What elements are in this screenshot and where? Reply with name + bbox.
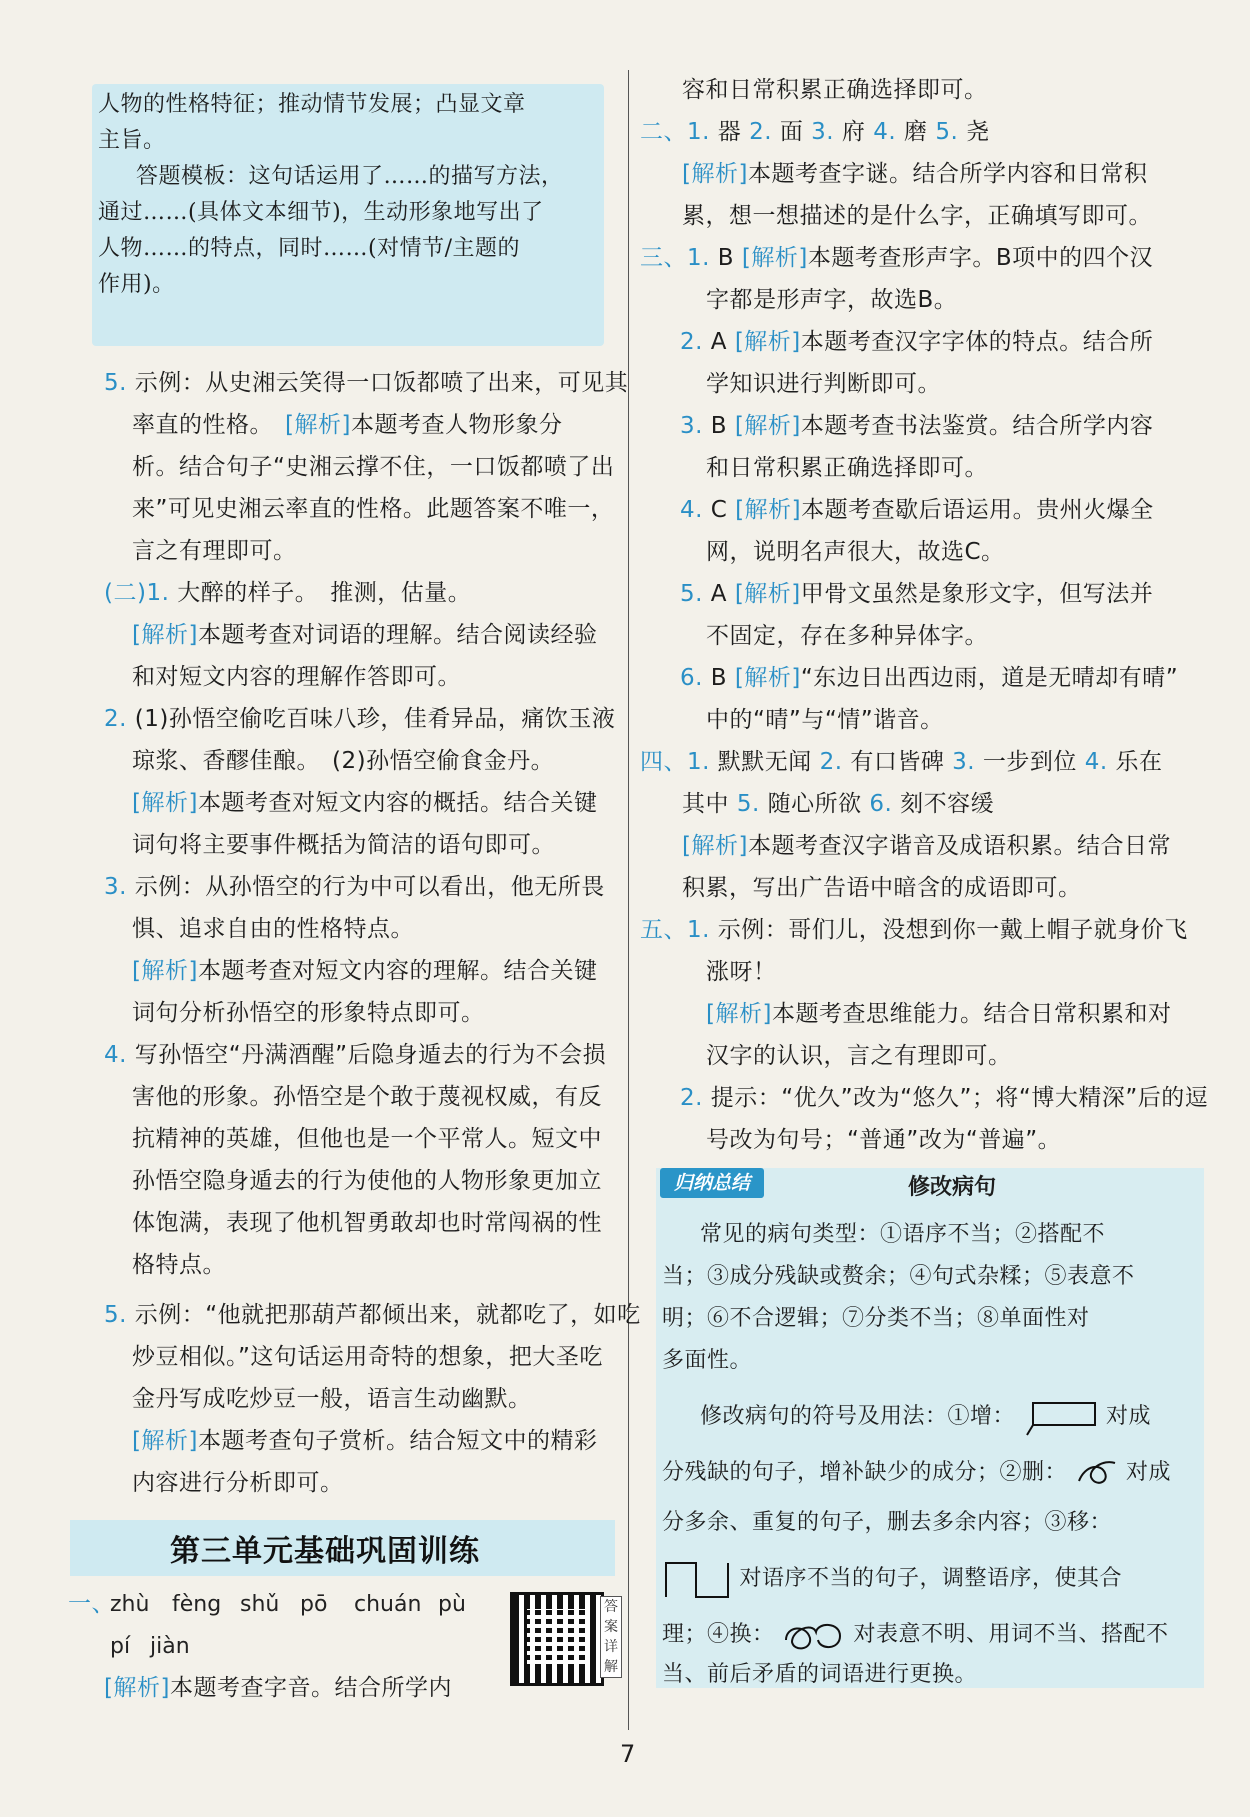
hint-line: 作用)。 xyxy=(98,272,175,297)
summary-line: 明；⑥不合逻辑；⑦分类不当；⑧单面性对 xyxy=(662,1306,1090,1331)
summary-line: 常见的病句类型：①语序不当；②搭配不 xyxy=(700,1222,1106,1247)
r-line: 容和日常积累正确选择即可。 xyxy=(682,77,988,103)
s5-exp: [解析]本题考查思维能力。结合日常积累和对 xyxy=(706,1001,1172,1027)
pinyin: zhù xyxy=(110,1592,150,1617)
unit-title: 第三单元基础巩固训练 xyxy=(170,1534,480,1569)
q2-line: 2. (1)孙悟空偷吃百味八珍，佳肴异品，痛饮玉液 xyxy=(104,706,616,732)
pinyin: chuán xyxy=(354,1592,422,1617)
q5b-exp: [解析]本题考查句子赏析。结合短文中的精彩 xyxy=(132,1428,598,1454)
s2-q1-exp: 和对短文内容的理解作答即可。 xyxy=(132,664,461,690)
s5-q1: 涨呀！ xyxy=(706,959,777,985)
unit-title-band xyxy=(70,1520,615,1576)
q5-line: 5. 示例：从史湘云笑得一口饭都喷了出来，可见其 xyxy=(104,370,629,396)
s3-q4: 4. C [解析]本题考查歇后语运用。贵州火爆全 xyxy=(680,497,1154,523)
s5-q1: 五、1. 示例：哥们儿，没想到你一戴上帽子就身价飞 xyxy=(640,917,1188,943)
s3-q1: 三、1. B [解析]本题考查形声字。B项中的四个汉 xyxy=(640,245,1154,271)
q3-exp: 词句分析孙悟空的形象特点即可。 xyxy=(132,1000,485,1026)
s3-q6: 中的“晴”与“情”谐音。 xyxy=(706,707,944,733)
summary-tag: 归纳总结 xyxy=(660,1168,764,1198)
replace-mark-icon xyxy=(782,1616,846,1654)
s2-exp: 累，想一想描述的是什么字，正确填写即可。 xyxy=(682,203,1152,229)
q3-line: 惧、追求自由的性格特点。 xyxy=(132,916,414,942)
s5-exp: 汉字的认识，言之有理即可。 xyxy=(706,1043,1012,1069)
hint-line: 人物……的特点，同时……(对情节/主题的 xyxy=(98,236,520,261)
pinyin: jiàn xyxy=(150,1634,190,1659)
q5b-line: 炒豆相似。”这句话运用奇特的想象，把大圣吃 xyxy=(132,1344,603,1370)
summary-line: 当；③成分残缺或赘余；④句式杂糅；⑤表意不 xyxy=(662,1264,1135,1289)
page-number: 7 xyxy=(620,1740,636,1768)
q4-line: 4. 写孙悟空“丹满酒醒”后隐身遁去的行为不会损 xyxy=(104,1042,607,1068)
move-mark-icon xyxy=(662,1559,732,1599)
q5-line: 率直的性格。 [解析]本题考查人物形象分 xyxy=(132,412,563,438)
q3-exp: [解析]本题考查对短文内容的理解。结合关键 xyxy=(132,958,598,984)
q2-exp: 词句将主要事件概括为简洁的语句即可。 xyxy=(132,832,555,858)
summary-title: 修改病句 xyxy=(908,1175,997,1200)
q5b-line: 金丹写成吃炒豆一般，语言生动幽默。 xyxy=(132,1386,532,1412)
summary-line: 多面性。 xyxy=(662,1348,753,1373)
q4-line: 害他的形象。孙悟空是个敢于蔑视权威，有反 xyxy=(132,1084,602,1110)
pinyin: pù xyxy=(438,1592,466,1617)
s3-q3: 3. B [解析]本题考查书法鉴赏。结合所学内容 xyxy=(680,413,1154,439)
s4-answers: 其中 5. 随心所欲 6. 刻不容缓 xyxy=(682,791,995,817)
s5-q2: 号改为句号；“普通”改为“普遍”。 xyxy=(706,1127,1062,1153)
q2-exp: [解析]本题考查对短文内容的概括。结合关键 xyxy=(132,790,598,816)
summary-line: 对语序不当的句子，调整语序，使其合 xyxy=(662,1558,1122,1600)
summary-line: 修改病句的符号及用法：①增： 对成 xyxy=(700,1396,1151,1438)
s2-q1-exp: [解析]本题考查对词语的理解。结合阅读经验 xyxy=(132,622,598,648)
q5-line: 来”可见史湘云率直的性格。此题答案不唯一， xyxy=(132,496,615,522)
q5b-exp: 内容进行分析即可。 xyxy=(132,1470,344,1496)
qr-code-icon[interactable] xyxy=(510,1592,604,1686)
hint-line: 答题模板：这句话运用了……的描写方法， xyxy=(136,164,564,189)
q4-line: 格特点。 xyxy=(132,1252,226,1278)
s2-exp: [解析]本题考查字谜。结合所学内容和日常积 xyxy=(682,161,1148,187)
s2-q1: (二)1. 大醉的样子。 推测，估量。 xyxy=(104,580,472,606)
s3-q2: 2. A [解析]本题考查汉字字体的特点。结合所 xyxy=(680,329,1154,355)
s3-q2: 学知识进行判断即可。 xyxy=(706,371,941,397)
s3-q6: 6. B [解析]“东边日出西边雨，道是无晴却有晴” xyxy=(680,665,1179,691)
insert-mark-icon xyxy=(1023,1397,1099,1437)
pinyin: pí xyxy=(110,1634,131,1659)
pinyin: shǔ xyxy=(240,1592,280,1617)
delete-mark-icon xyxy=(1075,1455,1119,1491)
s4-exp: 积累，写出广告语中暗含的成语即可。 xyxy=(682,875,1082,901)
column-divider xyxy=(628,70,629,1730)
s1-num: 一、 xyxy=(68,1591,115,1617)
qr-label: 答 案 详 解 xyxy=(600,1596,622,1678)
pinyin: fèng xyxy=(172,1592,222,1617)
summary-line: 分残缺的句子，增补缺少的成分；②删： 对成 xyxy=(662,1452,1171,1494)
s5-q2: 2. 提示：“优久”改为“悠久”；将“博大精深”后的逗 xyxy=(680,1085,1209,1111)
s3-q5: 5. A [解析]甲骨文虽然是象形文字，但写法并 xyxy=(680,581,1154,607)
summary-line: 理；④换： 对表意不明、用词不当、搭配不 xyxy=(662,1614,1169,1656)
s1-exp: [解析]本题考查字音。结合所学内 xyxy=(104,1675,452,1701)
pinyin: pō xyxy=(300,1592,328,1617)
q5-line: 析。结合句子“史湘云撑不住，一口饭都喷了出 xyxy=(132,454,615,480)
summary-box xyxy=(656,1168,1204,1688)
s2-answers: 二、1. 器 2. 面 3. 府 4. 磨 5. 尧 xyxy=(640,119,990,145)
summary-line: 当、前后矛盾的词语进行更换。 xyxy=(662,1662,978,1687)
s3-q3: 和日常积累正确选择即可。 xyxy=(706,455,988,481)
hint-line: 人物的性格特征；推动情节发展；凸显文章 xyxy=(98,92,526,117)
q5-line: 言之有理即可。 xyxy=(132,538,297,564)
summary-line: 分多余、重复的句子，删去多余内容；③移： xyxy=(662,1510,1113,1535)
q4-line: 孙悟空隐身遁去的行为使他的人物形象更加立 xyxy=(132,1168,602,1194)
q5b-line: 5. 示例：“他就把那葫芦都倾出来，就都吃了，如吃 xyxy=(104,1302,641,1328)
q4-line: 抗精神的英雄，但他也是一个平常人。短文中 xyxy=(132,1126,602,1152)
s4-answers: 四、1. 默默无闻 2. 有口皆碑 3. 一步到位 4. 乐在 xyxy=(640,749,1163,775)
q2-line: 琼浆、香醪佳酿。 (2)孙悟空偷食金丹。 xyxy=(132,748,555,774)
hint-line: 通过……(具体文本细节)，生动形象地写出了 xyxy=(98,200,544,225)
q3-line: 3. 示例：从孙悟空的行为中可以看出，他无所畏 xyxy=(104,874,605,900)
analysis-tag: [解析] xyxy=(285,412,351,438)
hint-line: 主旨。 xyxy=(98,128,166,153)
hint-box xyxy=(92,84,604,346)
s3-q1: 字都是形声字，故选B。 xyxy=(706,287,958,313)
s3-q5: 不固定，存在多种异体字。 xyxy=(706,623,988,649)
q4-line: 体饱满，表现了他机智勇敢却也时常闯祸的性 xyxy=(132,1210,602,1236)
s4-exp: [解析]本题考查汉字谐音及成语积累。结合日常 xyxy=(682,833,1171,859)
s3-q4: 网，说明名声很大，故选C。 xyxy=(706,539,1005,565)
